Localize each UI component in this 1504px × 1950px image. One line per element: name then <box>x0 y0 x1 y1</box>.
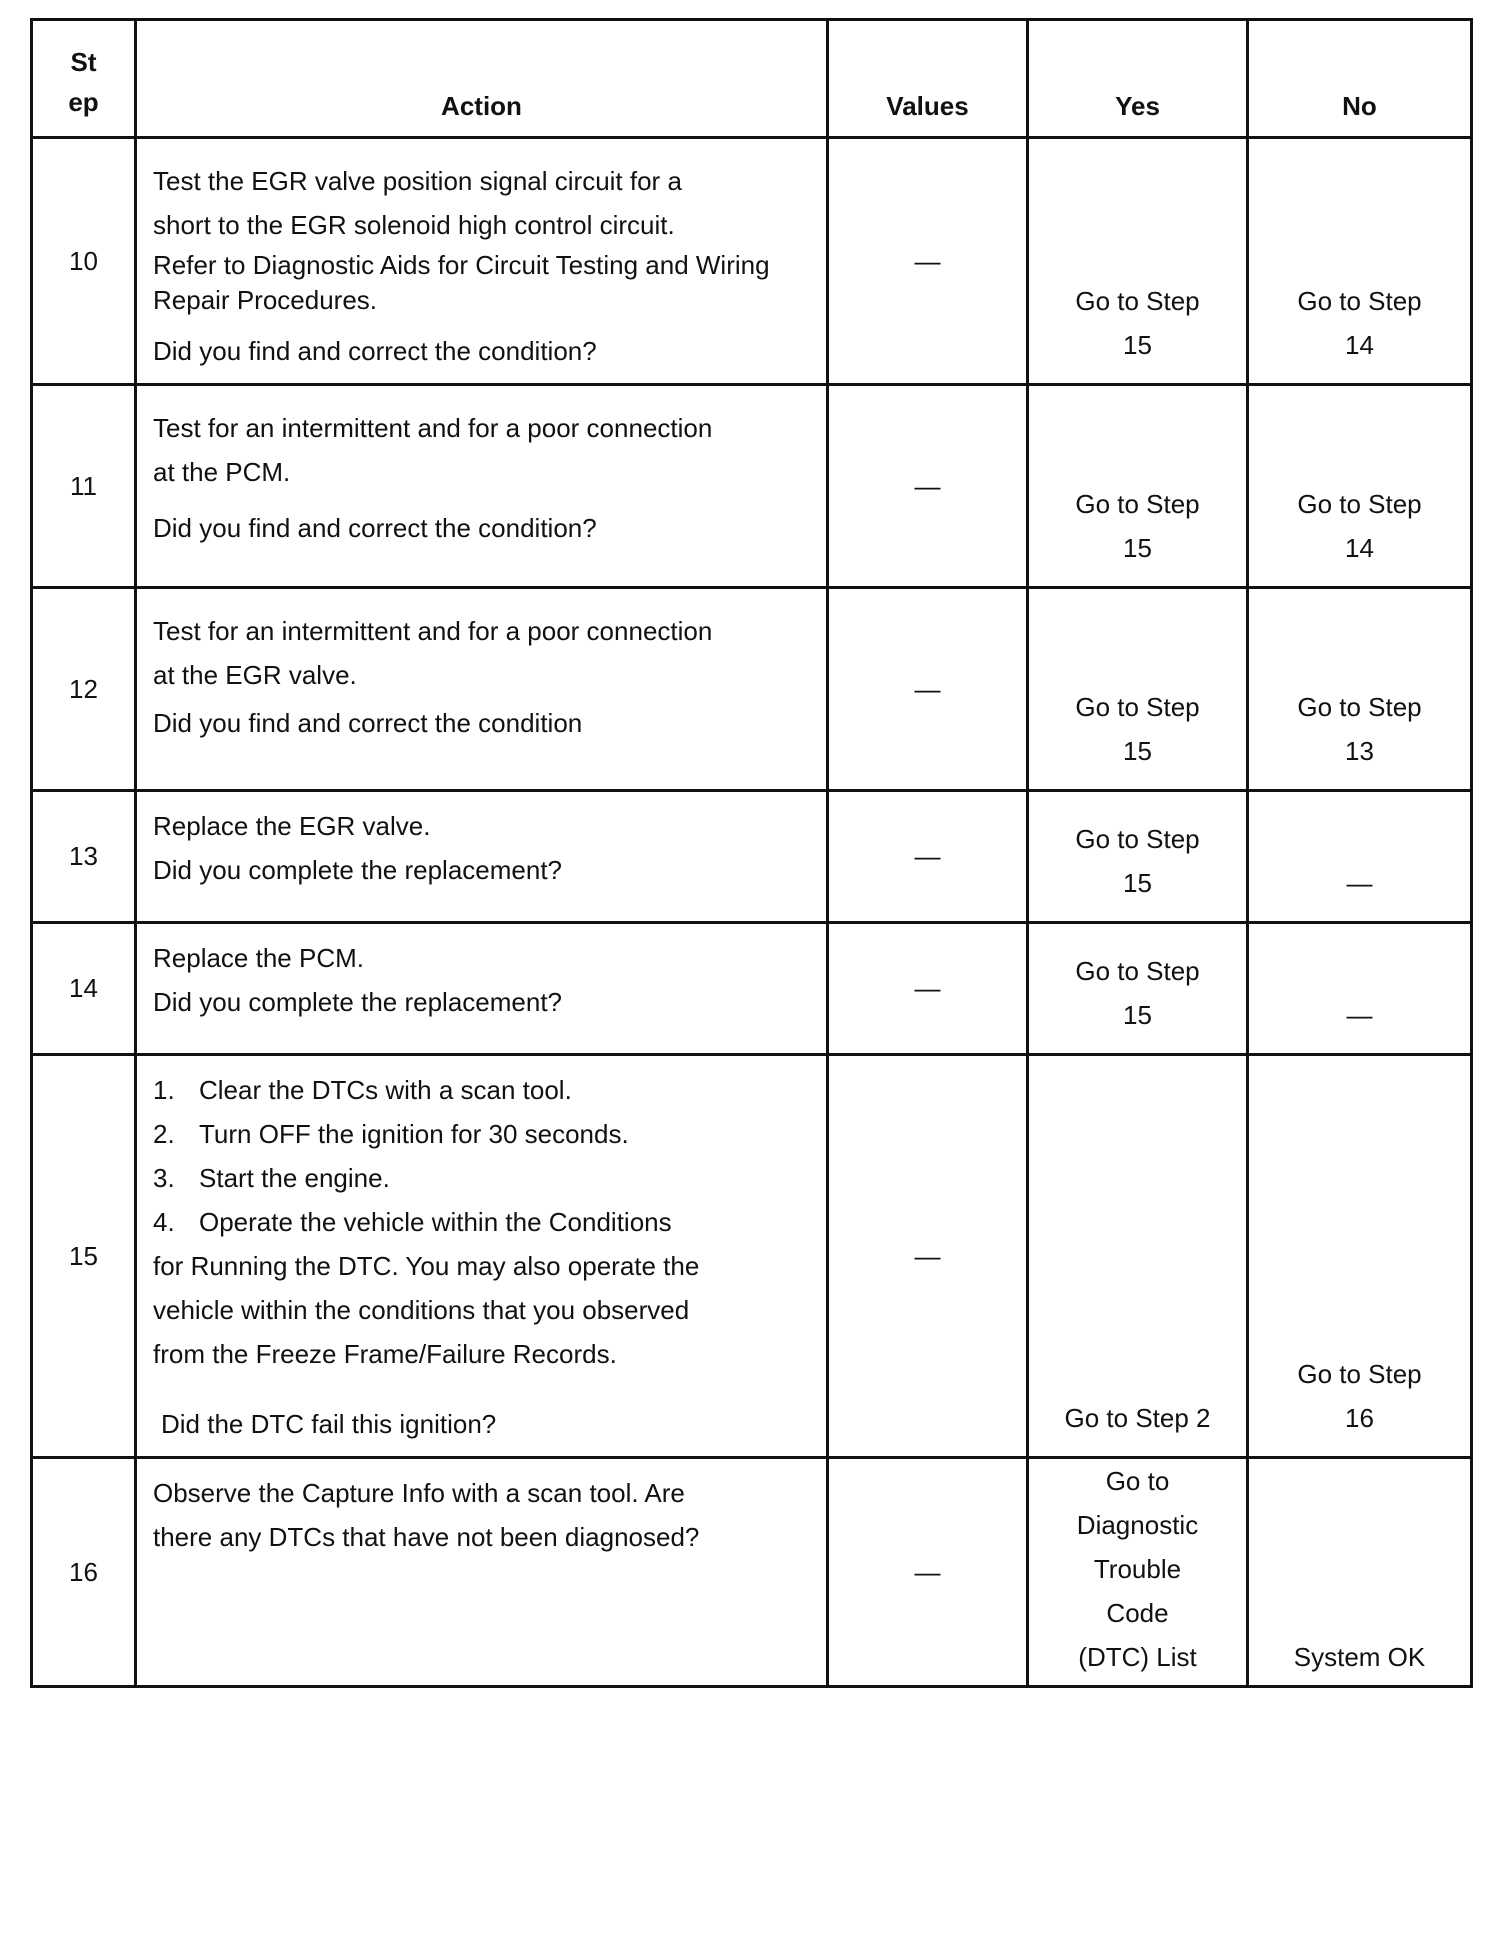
table-row <box>32 385 1472 588</box>
step-number: 12 <box>32 588 136 791</box>
step-number: 14 <box>32 923 136 1055</box>
list-item: 3. Start the engine. <box>153 1163 390 1193</box>
values-cell: — <box>828 138 1028 385</box>
action-question: Did you complete the replacement? <box>153 855 563 885</box>
action-text: Repair Procedures. <box>153 285 377 315</box>
no-text: Go to Step 13 <box>1297 692 1422 766</box>
yes-cell <box>1028 385 1248 588</box>
action-cell <box>136 138 828 385</box>
action-text: vehicle within the conditions that you observed <box>153 1295 690 1325</box>
action-text: Observe the Capture Info with a scan tool. Are <box>153 1478 685 1508</box>
action-text: at the PCM. <box>153 457 291 487</box>
action-cell <box>136 791 828 923</box>
no-cell <box>1248 923 1472 1055</box>
action-text: Refer to Diagnostic Aids for Circuit Testing and Wiring <box>153 250 770 280</box>
header-step-line2: ep <box>68 87 99 117</box>
no-cell <box>1248 588 1472 791</box>
yes-text: Go to Step 15 <box>1075 956 1200 1030</box>
no-cell <box>1248 138 1472 385</box>
list-item: 2. Turn OFF the ignition for 30 seconds. <box>153 1119 629 1149</box>
action-list <box>153 1068 810 1244</box>
action-question: Did the DTC fail this ignition? <box>161 1409 497 1439</box>
header-yes: Yes <box>1028 20 1248 138</box>
action-question: Did you find and correct the condition? <box>153 513 597 543</box>
no-text: — <box>1346 1000 1373 1030</box>
yes-text: Go to Step 15 <box>1075 824 1200 898</box>
action-cell <box>136 1055 828 1458</box>
header-values: Values <box>828 20 1028 138</box>
list-item: 4. Operate the vehicle within the Conditions <box>153 1207 672 1237</box>
yes-cell <box>1028 1055 1248 1458</box>
no-cell <box>1248 1055 1472 1458</box>
action-text: there any DTCs that have not been diagnosed? <box>153 1522 700 1552</box>
yes-text: Go to Step 15 <box>1075 489 1200 563</box>
no-text: — <box>1346 868 1373 898</box>
no-text: System OK <box>1293 1642 1426 1672</box>
step-number: 16 <box>32 1458 136 1687</box>
action-cell <box>136 1458 828 1687</box>
header-step-line1: St <box>70 47 97 77</box>
action-question: Did you complete the replacement? <box>153 987 563 1017</box>
step-number: 10 <box>32 138 136 385</box>
no-cell <box>1248 385 1472 588</box>
yes-cell <box>1028 1458 1248 1687</box>
no-text: Go to Step 14 <box>1297 286 1422 360</box>
table-row <box>32 923 1472 1055</box>
table-row <box>32 138 1472 385</box>
no-text: Go to Step 16 <box>1297 1359 1422 1433</box>
action-text: at the EGR valve. <box>153 660 357 690</box>
step-number: 13 <box>32 791 136 923</box>
table-row <box>32 791 1472 923</box>
values-cell: — <box>828 385 1028 588</box>
values-cell: — <box>828 1458 1028 1687</box>
action-text: Test the EGR valve position signal circuit for a <box>153 166 682 196</box>
table-row <box>32 1458 1472 1687</box>
yes-cell <box>1028 588 1248 791</box>
header-row <box>32 20 1472 138</box>
yes-text: Go to Step 15 <box>1075 692 1200 766</box>
action-text: from the Freeze Frame/Failure Records. <box>153 1339 617 1369</box>
no-cell <box>1248 1458 1472 1687</box>
action-text: Test for an intermittent and for a poor connection <box>153 413 713 443</box>
yes-text: Go to Diagnostic Trouble Code (DTC) List <box>1076 1466 1199 1672</box>
action-question: Did you find and correct the condition? <box>153 336 597 366</box>
yes-text: Go to Step 2 <box>1064 1403 1211 1433</box>
header-action: Action <box>136 20 828 138</box>
values-cell: — <box>828 588 1028 791</box>
action-text: Replace the PCM. <box>153 943 364 973</box>
header-step <box>32 20 136 138</box>
action-text: short to the EGR solenoid high control circuit. <box>153 210 675 240</box>
step-number: 11 <box>32 385 136 588</box>
yes-cell <box>1028 923 1248 1055</box>
yes-cell <box>1028 138 1248 385</box>
no-cell <box>1248 791 1472 923</box>
yes-text: Go to Step 15 <box>1075 286 1200 360</box>
values-cell: — <box>828 1055 1028 1458</box>
values-cell: — <box>828 923 1028 1055</box>
table-row <box>32 588 1472 791</box>
action-cell <box>136 923 828 1055</box>
table-row <box>32 1055 1472 1458</box>
values-cell: — <box>828 791 1028 923</box>
header-no: No <box>1248 20 1472 138</box>
list-item: 1. Clear the DTCs with a scan tool. <box>153 1075 572 1105</box>
action-cell <box>136 588 828 791</box>
action-text: for Running the DTC. You may also operate the <box>153 1251 700 1281</box>
step-number: 15 <box>32 1055 136 1458</box>
action-question: Did you find and correct the condition <box>153 708 583 738</box>
no-text: Go to Step 14 <box>1297 489 1422 563</box>
action-cell <box>136 385 828 588</box>
action-text: Test for an intermittent and for a poor connection <box>153 616 713 646</box>
yes-cell <box>1028 791 1248 923</box>
action-text: Replace the EGR valve. <box>153 811 431 841</box>
diagnostic-table <box>30 18 1473 1688</box>
